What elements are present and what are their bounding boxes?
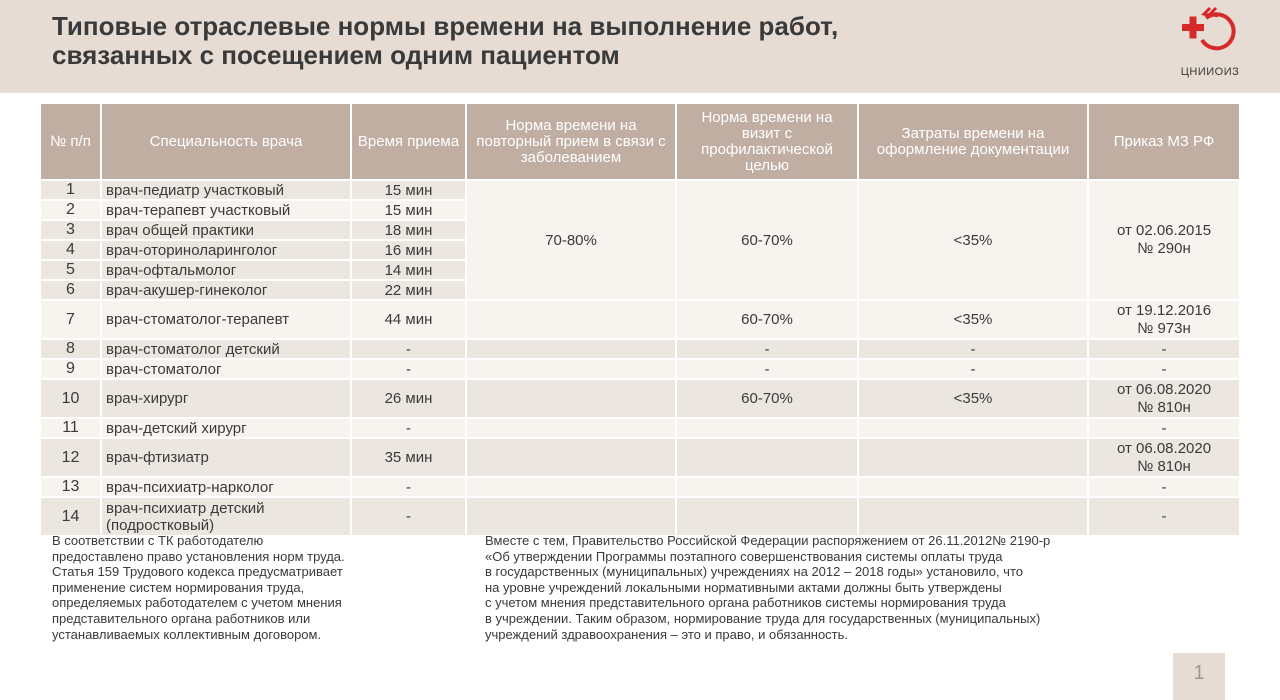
row-specialty: врач-стоматолог-терапевт [101, 300, 351, 339]
title-line-1: Типовые отраслевые нормы времени на выполнение работ, [52, 11, 839, 41]
page-number: 1 [1173, 653, 1225, 700]
note-right-line: учреждений здравоохранения – это и право, и обязанность. [485, 626, 849, 642]
table-header-row [41, 104, 1239, 180]
row-num: 10 [41, 379, 101, 418]
row-specialty: врач-терапевт участковый [101, 200, 351, 220]
note-left-line: представительного органа работников или [52, 610, 311, 626]
col-header-docs: Затраты времени на оформление документации [858, 104, 1088, 180]
group1-order-number: № 290н [1137, 240, 1191, 257]
note-left-line: определяемых работодателем с учетом мнения [52, 595, 342, 611]
note-right-line: Вместе с тем, Правительство Российской Федерации распоряжением от 26.11.2012№ 2190-р [485, 533, 1051, 548]
group1-prof: 60-70% [676, 180, 858, 300]
note-right-line: на уровне учреждений локальными нормативными актами должны быть утверждены [485, 579, 1002, 595]
note-right-line: в учреждении. Таким образом, нормирование труда для государственных (муниципальных) [485, 610, 1041, 626]
row-order-date: от 06.08.2020 [1116, 380, 1212, 398]
row-repeat [466, 418, 676, 438]
row-num: 13 [41, 477, 101, 497]
logo-cross-icon [1176, 4, 1244, 64]
row-order: - [1088, 339, 1239, 359]
row-prof [676, 477, 858, 497]
group1-order [1088, 180, 1239, 300]
row-time: 26 мин [351, 379, 466, 418]
table-row [41, 497, 1239, 535]
row-specialty: врач-педиатр участковый [101, 180, 351, 200]
group1-repeat: 70-80% [466, 180, 676, 300]
row-docs [858, 438, 1088, 477]
col-header-num: № п/п [41, 104, 101, 180]
row-specialty: врач-оториноларинголог [101, 240, 351, 260]
row-order [1088, 300, 1239, 339]
row-order [1088, 379, 1239, 418]
row-time: 15 мин [351, 200, 466, 220]
col-header-specialty: Специальность врача [101, 104, 351, 180]
title-line-2: связанных с посещением одним пациентом [52, 40, 620, 70]
row-order-number: № 810н [1137, 398, 1191, 416]
row-specialty: врач-стоматолог [101, 359, 351, 379]
row-repeat [466, 477, 676, 497]
row-time: 22 мин [351, 280, 466, 300]
row-specialty: врач общей практики [101, 220, 351, 240]
row-prof [676, 438, 858, 477]
row-specialty-line-2: (подростковый) [106, 516, 215, 534]
table-row [41, 418, 1239, 438]
row-docs: - [858, 359, 1088, 379]
row-order: - [1088, 418, 1239, 438]
note-left-line: устанавливаемых коллективным договором. [52, 626, 322, 642]
row-specialty: врач-акушер-гинеколог [101, 280, 351, 300]
row-num: 9 [41, 359, 101, 379]
note-right [485, 533, 1215, 642]
row-prof: 60-70% [676, 300, 858, 339]
note-left-line: предоставлено право установления норм труда. [52, 548, 345, 564]
row-time: - [351, 339, 466, 359]
row-num: 7 [41, 300, 101, 339]
row-time: - [351, 418, 466, 438]
row-num: 5 [41, 260, 101, 280]
table-row [41, 300, 1239, 339]
row-num: 3 [41, 220, 101, 240]
row-docs [858, 418, 1088, 438]
table-row [41, 379, 1239, 418]
col-header-time: Время приема [351, 104, 466, 180]
table-row [41, 477, 1239, 497]
row-time: 14 мин [351, 260, 466, 280]
logo [1168, 4, 1252, 84]
row-specialty: врач-психиатр-нарколог [101, 477, 351, 497]
row-specialty: врач-офтальмолог [101, 260, 351, 280]
row-docs: <35% [858, 379, 1088, 418]
row-num: 11 [41, 418, 101, 438]
row-repeat [466, 359, 676, 379]
row-time: 15 мин [351, 180, 466, 200]
row-repeat [466, 339, 676, 359]
row-time: 44 мин [351, 300, 466, 339]
table-row [41, 180, 1239, 200]
row-specialty: врач-хирург [101, 379, 351, 418]
row-num: 12 [41, 438, 101, 477]
row-num: 6 [41, 280, 101, 300]
col-header-order: Приказ МЗ РФ [1088, 104, 1239, 180]
row-num: 2 [41, 200, 101, 220]
note-left-line: В соответствии с ТК работодателю [52, 533, 264, 548]
row-docs [858, 477, 1088, 497]
col-header-repeat: Норма времени на повторный прием в связи с заболеванием [466, 104, 676, 180]
row-order: - [1088, 497, 1239, 535]
table-row [41, 339, 1239, 359]
note-left-line: Статья 159 Трудового кодекса предусматривает [52, 564, 343, 580]
row-num: 1 [41, 180, 101, 200]
row-time: - [351, 497, 466, 535]
row-time: 16 мин [351, 240, 466, 260]
row-time: 18 мин [351, 220, 466, 240]
row-order-number: № 810н [1137, 457, 1191, 475]
row-prof: 60-70% [676, 379, 858, 418]
row-prof: - [676, 339, 858, 359]
note-right-line: «Об утверждении Программы поэтапного совершенствования системы оплаты труда [485, 548, 1003, 564]
table-row [41, 438, 1239, 477]
note-left [52, 533, 452, 642]
group1-docs: <35% [858, 180, 1088, 300]
row-docs: <35% [858, 300, 1088, 339]
row-order: - [1088, 477, 1239, 497]
row-specialty-line-1: врач-психиатр детский [106, 499, 265, 517]
logo-text: ЦНИИОИЗ [1180, 66, 1240, 78]
header-band [0, 0, 1280, 93]
row-specialty: врач-стоматолог детский [101, 339, 351, 359]
group1-order-date: от 02.06.2015 [1116, 222, 1212, 239]
table-row [41, 359, 1239, 379]
row-docs: - [858, 339, 1088, 359]
row-num: 14 [41, 497, 101, 535]
note-right-line: с учетом мнения представительного органа работников системы нормирования труда [485, 595, 1006, 611]
row-time: - [351, 477, 466, 497]
row-specialty [101, 497, 351, 535]
row-order: - [1088, 359, 1239, 379]
row-repeat [466, 497, 676, 535]
col-header-prof: Норма времени на визит с профилактической целью [676, 104, 858, 180]
row-prof: - [676, 359, 858, 379]
row-order [1088, 438, 1239, 477]
row-prof [676, 418, 858, 438]
note-right-line: в государственных (муниципальных) учреждениях на 2012 – 2018 годы» установило, что [485, 564, 1023, 580]
row-order-number: № 973н [1137, 319, 1191, 337]
note-left-line: применение систем нормирования труда, [52, 579, 305, 595]
row-num: 8 [41, 339, 101, 359]
page-title [52, 12, 838, 70]
row-prof [676, 497, 858, 535]
row-num: 4 [41, 240, 101, 260]
row-specialty: врач-детский хирург [101, 418, 351, 438]
row-docs [858, 497, 1088, 535]
row-specialty: врач-фтизиатр [101, 438, 351, 477]
row-repeat [466, 379, 676, 418]
norms-table [41, 104, 1239, 535]
row-order-date: от 06.08.2020 [1116, 439, 1212, 457]
row-repeat [466, 300, 676, 339]
row-time: 35 мин [351, 438, 466, 477]
row-order-date: от 19.12.2016 [1116, 301, 1212, 319]
row-repeat [466, 438, 676, 477]
row-time: - [351, 359, 466, 379]
